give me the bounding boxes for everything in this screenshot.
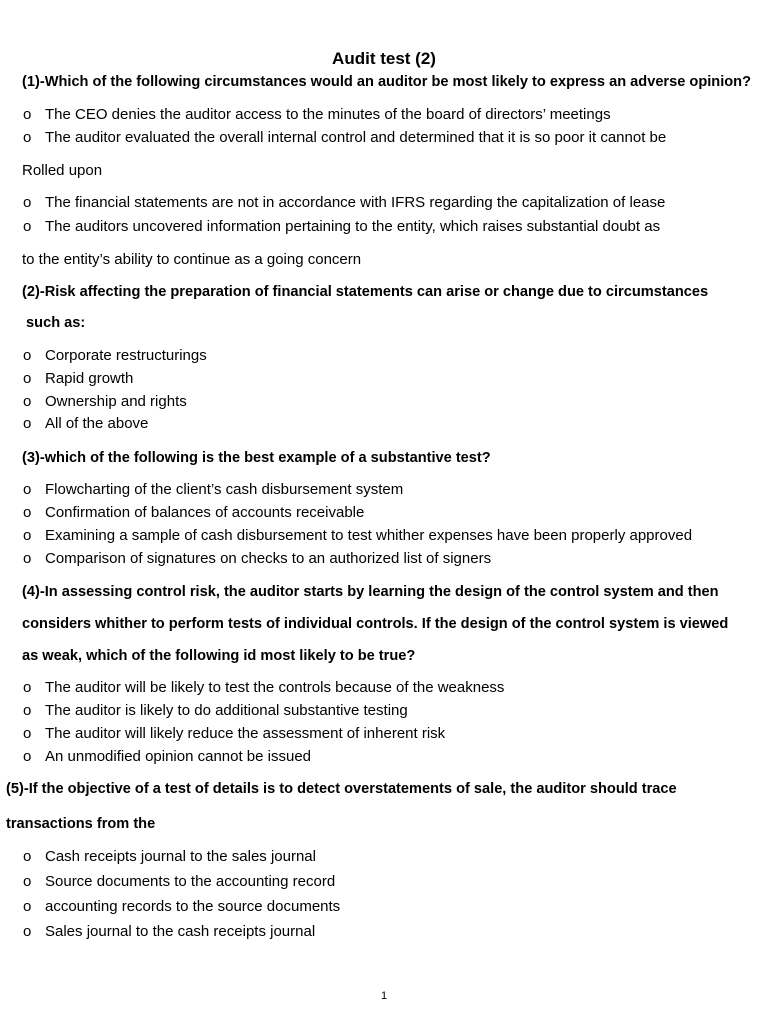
question-3-option-a xyxy=(23,480,404,500)
option-text: Confirmation of balances of accounts receivable xyxy=(45,504,365,521)
option-text: Sales journal to the cash receipts journal xyxy=(45,923,316,940)
bullet-icon: o xyxy=(23,415,32,432)
question-4-option-d xyxy=(23,747,312,767)
bullet-icon: o xyxy=(23,481,32,498)
option-text: The auditor evaluated the overall internal control and determined that it is so poor it cannot be xyxy=(45,129,667,146)
option-text: An unmodified opinion cannot be issued xyxy=(45,748,312,765)
document-title: Audit test (2) xyxy=(332,49,436,68)
question-1-option-d-continuation: to the entity’s ability to continue as a going concern xyxy=(22,251,362,268)
bullet-icon: o xyxy=(23,748,32,765)
question-1-option-b-continuation: Rolled upon xyxy=(22,162,103,179)
question-2-prompt: (2)-Risk affecting the preparation of financial statements can arise or change due to circumstances xyxy=(22,284,709,300)
question-1-option-d xyxy=(23,217,661,237)
bullet-icon: o xyxy=(23,370,32,387)
option-text: Corporate restructurings xyxy=(45,347,207,364)
question-3-option-d xyxy=(23,549,492,569)
option-text: Rapid growth xyxy=(45,370,134,387)
question-3-option-b xyxy=(23,503,365,523)
question-4-option-a xyxy=(23,678,505,698)
option-text: The CEO denies the auditor access to the minutes of the board of directors’ meetings xyxy=(45,106,611,123)
question-4-prompt-continuation: as weak, which of the following id most likely to be true? xyxy=(22,648,416,664)
question-3-option-c xyxy=(23,526,693,546)
question-5-option-c xyxy=(23,897,341,917)
question-2-option-c xyxy=(23,392,187,412)
bullet-icon: o xyxy=(23,194,32,211)
bullet-icon: o xyxy=(23,550,32,567)
question-2-option-d xyxy=(23,414,149,434)
option-text: The auditor is likely to do additional substantive testing xyxy=(45,702,408,719)
question-5-prompt-continuation: transactions from the xyxy=(6,816,156,832)
option-text: accounting records to the source documents xyxy=(45,898,341,915)
option-text: Ownership and rights xyxy=(45,393,187,410)
option-text: The auditor will be likely to test the controls because of the weakness xyxy=(45,679,505,696)
question-5-option-d xyxy=(23,922,316,942)
bullet-icon: o xyxy=(23,848,32,865)
option-text: The auditors uncovered information pertaining to the entity, which raises substantial doubt as xyxy=(45,218,661,235)
question-1-option-a xyxy=(23,105,611,125)
question-5-option-b xyxy=(23,872,336,892)
bullet-icon: o xyxy=(23,702,32,719)
option-text: Flowcharting of the client’s cash disbursement system xyxy=(45,481,404,498)
question-2-option-a xyxy=(23,346,207,366)
bullet-icon: o xyxy=(23,898,32,915)
bullet-icon: o xyxy=(23,527,32,544)
bullet-icon: o xyxy=(23,393,32,410)
option-text: Source documents to the accounting record xyxy=(45,873,336,890)
option-text: Cash receipts journal to the sales journal xyxy=(45,848,316,865)
question-1-option-c xyxy=(23,193,666,213)
bullet-icon: o xyxy=(23,725,32,742)
bullet-icon: o xyxy=(23,679,32,696)
option-text: Examining a sample of cash disbursement to test whither expenses have been properly approved xyxy=(45,527,693,544)
question-4-option-c xyxy=(23,724,446,744)
question-3-prompt: (3)-which of the following is the best example of a substantive test? xyxy=(22,450,491,466)
option-text: The financial statements are not in accordance with IFRS regarding the capitalization of lease xyxy=(45,194,666,211)
option-text: All of the above xyxy=(45,415,149,432)
question-5-option-a xyxy=(23,847,316,867)
bullet-icon: o xyxy=(23,106,32,123)
option-text: Comparison of signatures on checks to an authorized list of signers xyxy=(45,550,492,567)
bullet-icon: o xyxy=(23,873,32,890)
option-text: The auditor will likely reduce the assessment of inherent risk xyxy=(45,725,446,742)
question-5-prompt: (5)-If the objective of a test of details is to detect overstatements of sale, the auditor should trace xyxy=(6,781,677,797)
question-4-option-b xyxy=(23,701,408,721)
bullet-icon: o xyxy=(23,347,32,364)
bullet-icon: o xyxy=(23,218,32,235)
page-number: 1 xyxy=(380,990,388,1002)
bullet-icon: o xyxy=(23,923,32,940)
question-1-option-b xyxy=(23,128,667,148)
bullet-icon: o xyxy=(23,129,32,146)
question-1-prompt: (1)-Which of the following circumstances would an auditor be most likely to express an adverse opinion? xyxy=(22,74,751,90)
question-2-option-b xyxy=(23,369,134,389)
question-4-prompt-continuation: considers whither to perform tests of individual controls. If the design of the control system is viewed xyxy=(22,616,729,632)
question-4-prompt: (4)-In assessing control risk, the auditor starts by learning the design of the control system and then xyxy=(22,584,719,600)
bullet-icon: o xyxy=(23,504,32,521)
question-2-prompt-continuation: such as: xyxy=(22,315,86,331)
